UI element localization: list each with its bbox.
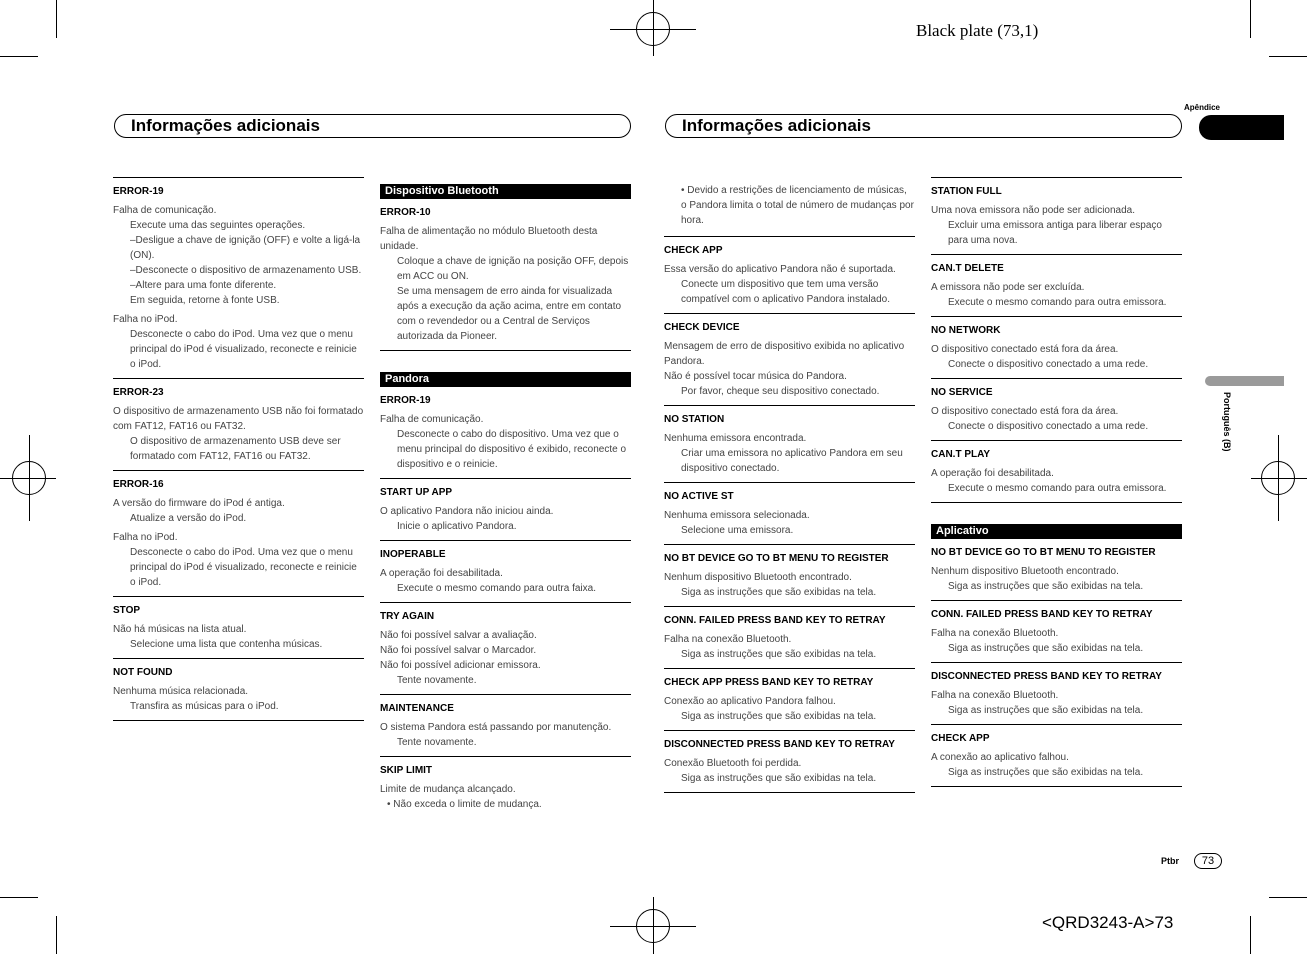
action-text: Siga as instruções que são exibidas na tela. xyxy=(681,773,877,784)
action-text: –Desconecte o dispositivo de armazenamento USB. xyxy=(130,265,362,276)
message-code: CHECK APP PRESS BAND KEY TO RETRAY xyxy=(664,677,874,688)
action-text: –Altere para uma fonte diferente. xyxy=(130,280,277,291)
message-code: START UP APP xyxy=(380,487,453,498)
message-entry xyxy=(664,544,915,606)
action-text: Siga as instruções que são exibidas na tela. xyxy=(948,767,1144,778)
action-text: Execute o mesmo comando para outra emissora. xyxy=(948,483,1167,494)
page-number: 73 xyxy=(1194,853,1222,869)
message-code: MAINTENANCE xyxy=(380,703,454,714)
cause-text: Falha de comunicação. xyxy=(113,205,217,216)
column-1 xyxy=(113,177,364,721)
cause-text: Falha na conexão Bluetooth. xyxy=(931,690,1059,701)
message-code: NO BT DEVICE GO TO BT MENU TO REGISTER xyxy=(664,553,889,564)
message-code: ERROR-19 xyxy=(113,186,164,197)
crop-mark xyxy=(1250,0,1251,38)
message-entry xyxy=(380,198,631,351)
cause-text: Essa versão do aplicativo Pandora não é suportada. xyxy=(664,264,896,275)
message-entry xyxy=(380,602,631,694)
column-3 xyxy=(664,183,915,793)
action-text: Siga as instruções que são exibidas na tela. xyxy=(948,581,1144,592)
column-4 xyxy=(931,177,1182,787)
cause-text: O dispositivo conectado está fora da área. xyxy=(931,344,1119,355)
crop-mark xyxy=(1269,897,1307,898)
action-text: Execute o mesmo comando para outra emissora. xyxy=(948,297,1167,308)
subsection-heading: Dispositivo Bluetooth xyxy=(380,184,631,198)
registration-mark xyxy=(1278,435,1279,521)
message-code: NO STATION xyxy=(664,414,725,425)
message-entry xyxy=(931,724,1182,787)
message-entry xyxy=(113,177,364,378)
action-text: Execute uma das seguintes operações. xyxy=(130,220,306,231)
page-title-right: Informações adicionais xyxy=(665,114,1182,138)
cause-text: Conexão Bluetooth foi perdida. xyxy=(664,758,802,769)
cause-text: Nenhuma emissora encontrada. xyxy=(664,433,807,444)
message-code: NO BT DEVICE GO TO BT MENU TO REGISTER xyxy=(931,547,1156,558)
cause-text: Nenhum dispositivo Bluetooth encontrado. xyxy=(931,566,1119,577)
crop-mark xyxy=(1250,916,1251,954)
message-entry xyxy=(113,378,364,470)
action-text: Selecione uma lista que contenha músicas. xyxy=(130,639,323,650)
cause-text: Não foi possível salvar a avaliação. xyxy=(380,630,537,641)
appendix-label: Apêndice xyxy=(1184,103,1221,112)
cause-text: Falha na conexão Bluetooth. xyxy=(931,628,1059,639)
message-entry xyxy=(380,478,631,540)
message-entry xyxy=(664,313,915,405)
message-code: NO SERVICE xyxy=(931,387,993,398)
cause-text: Nenhuma emissora selecionada. xyxy=(664,510,810,521)
cause-text: • Não exceda o limite de mudança. xyxy=(387,799,542,810)
registration-mark xyxy=(0,478,56,479)
message-entry xyxy=(113,596,364,658)
registration-mark xyxy=(1251,478,1307,479)
action-text: Conecte o dispositivo conectado a uma rede. xyxy=(948,359,1149,370)
message-entry xyxy=(113,470,364,596)
action-text: Siga as instruções que são exibidas na tela. xyxy=(681,587,877,598)
message-entry xyxy=(931,177,1182,254)
cause-text: Não é possível tocar música do Pandora. xyxy=(664,371,847,382)
cause-text: Limite de mudança alcançado. xyxy=(380,784,516,795)
cause-text: Conexão ao aplicativo Pandora falhou. xyxy=(664,696,836,707)
message-entry xyxy=(380,694,631,756)
action-text: Inicie o aplicativo Pandora. xyxy=(397,521,517,532)
language-tab xyxy=(1205,376,1284,386)
subsection-heading: Pandora xyxy=(380,372,631,386)
message-code: CHECK DEVICE xyxy=(664,322,740,333)
message-entry xyxy=(931,316,1182,378)
message-code: CAN.T DELETE xyxy=(931,263,1004,274)
message-entry xyxy=(380,386,631,478)
action-text: Siga as instruções que são exibidas na tela. xyxy=(948,705,1144,716)
action-text: Tente novamente. xyxy=(397,737,477,748)
crop-mark xyxy=(0,56,38,57)
crop-mark xyxy=(56,0,57,38)
cause-text: Falha no iPod. xyxy=(113,532,178,543)
cause-text: O dispositivo de armazenamento USB não foi formatado com FAT12, FAT16 ou FAT32. xyxy=(113,406,364,432)
action-text: –Desligue a chave de ignição (OFF) e volte a ligá-la (ON). xyxy=(130,235,361,261)
message-entry xyxy=(931,254,1182,316)
cause-text: Falha de alimentação no módulo Bluetooth desta unidade. xyxy=(380,226,598,252)
action-text: Tente novamente. xyxy=(397,675,477,686)
action-text: Execute o mesmo comando para outra faixa. xyxy=(397,583,596,594)
message-code: DISCONNECTED PRESS BAND KEY TO RETRAY xyxy=(931,671,1162,682)
section-tab xyxy=(1199,115,1284,140)
action-text: Selecione uma emissora. xyxy=(681,525,794,536)
message-code: STATION FULL xyxy=(931,186,1002,197)
cause-text: Mensagem de erro de dispositivo exibida no aplicativo Pandora. xyxy=(664,341,905,367)
intro-note: • Devido a restrições de licenciamento de músicas, o Pandora limita o total de número de mudanças por hora. xyxy=(681,185,914,226)
cause-text: Não foi possível adicionar emissora. xyxy=(380,660,541,671)
action-text: Se uma mensagem de erro ainda for visualizada após a execução da ação acima, entre em contato com o revendedor ou a Central de Serviços autorizada da Pioneer. xyxy=(397,286,622,342)
message-code: SKIP LIMIT xyxy=(380,765,433,776)
message-entry xyxy=(664,236,915,313)
cause-text: Falha na conexão Bluetooth. xyxy=(664,634,792,645)
message-entry xyxy=(664,482,915,544)
cause-text: A operação foi desabilitada. xyxy=(931,468,1054,479)
cause-text: A versão do firmware do iPod é antiga. xyxy=(113,498,285,509)
message-code: CAN.T PLAY xyxy=(931,449,991,460)
message-code: NO NETWORK xyxy=(931,325,1001,336)
language-label: Português (B) xyxy=(1222,392,1232,452)
message-code: CONN. FAILED PRESS BAND KEY TO RETRAY xyxy=(931,609,1153,620)
action-text: Desconecte o cabo do iPod. Uma vez que o menu principal do iPod é visualizado, reconecte e reinicie o iPod. xyxy=(130,329,357,370)
cause-text: Falha no iPod. xyxy=(113,314,178,325)
crop-mark xyxy=(0,897,38,898)
message-code: STOP xyxy=(113,605,141,616)
cause-text: O aplicativo Pandora não iniciou ainda. xyxy=(380,506,554,517)
cause-text: Nenhum dispositivo Bluetooth encontrado. xyxy=(664,572,852,583)
action-text: Desconecte o cabo do dispositivo. Uma vez que o menu principal do dispositivo é exibido, reconecte o dispositivo e o reinicie. xyxy=(397,429,627,470)
crop-mark xyxy=(56,916,57,954)
message-code: INOPERABLE xyxy=(380,549,446,560)
cause-text: O dispositivo conectado está fora da área. xyxy=(931,406,1119,417)
message-code: ERROR-10 xyxy=(380,207,431,218)
cause-text: Uma nova emissora não pode ser adicionada. xyxy=(931,205,1136,216)
message-code: ERROR-16 xyxy=(113,479,164,490)
action-text: Por favor, cheque seu dispositivo conectado. xyxy=(681,386,880,397)
cause-text: O sistema Pandora está passando por manutenção. xyxy=(380,722,612,733)
message-entry xyxy=(931,440,1182,503)
action-text: Siga as instruções que são exibidas na tela. xyxy=(681,649,877,660)
message-entry xyxy=(380,540,631,602)
message-entry xyxy=(931,662,1182,724)
message-code: ERROR-23 xyxy=(113,387,164,398)
document-code: <QRD3243-A>73 xyxy=(1042,913,1174,932)
cause-text: A operação foi desabilitada. xyxy=(380,568,503,579)
action-text: Conecte o dispositivo conectado a uma rede. xyxy=(948,421,1149,432)
message-entry xyxy=(664,606,915,668)
cause-text: Falha de comunicação. xyxy=(380,414,484,425)
message-entry xyxy=(664,668,915,730)
page-title-left: Informações adicionais xyxy=(114,114,631,138)
action-text: Siga as instruções que são exibidas na tela. xyxy=(948,643,1144,654)
action-text: Siga as instruções que são exibidas na tela. xyxy=(681,711,877,722)
cause-text: Não foi possível salvar o Marcador. xyxy=(380,645,537,656)
subsection-heading: Aplicativo xyxy=(931,524,1182,538)
message-code: NO ACTIVE ST xyxy=(664,491,734,502)
message-entry xyxy=(664,730,915,793)
action-text: Em seguida, retorne à fonte USB. xyxy=(130,295,280,306)
column-2 xyxy=(380,184,631,818)
message-entry xyxy=(931,600,1182,662)
message-entry xyxy=(931,378,1182,440)
cause-text: Não há músicas na lista atual. xyxy=(113,624,247,635)
registration-mark xyxy=(653,0,654,56)
action-text: Conecte um dispositivo que tem uma versão compatível com o aplicativo Pandora instalado. xyxy=(681,279,891,305)
action-text: Coloque a chave de ignição na posição OFF, depois em ACC ou ON. xyxy=(397,256,629,282)
message-code: TRY AGAIN xyxy=(380,611,435,622)
message-entry xyxy=(380,756,631,818)
cause-text: A emissora não pode ser excluída. xyxy=(931,282,1085,293)
message-entry xyxy=(113,658,364,721)
cause-text: A conexão ao aplicativo falhou. xyxy=(931,752,1069,763)
plate-label: Black plate (73,1) xyxy=(916,21,1039,40)
language-code: Ptbr xyxy=(1161,856,1179,866)
message-code: ERROR-19 xyxy=(380,395,431,406)
action-text: O dispositivo de armazenamento USB deve ser formatado com FAT12, FAT16 ou FAT32. xyxy=(130,436,341,462)
action-text: Transfira as músicas para o iPod. xyxy=(130,701,279,712)
message-code: CHECK APP xyxy=(664,245,723,256)
message-code: CHECK APP xyxy=(931,733,990,744)
registration-mark xyxy=(653,897,654,954)
cause-text: Nenhuma música relacionada. xyxy=(113,686,249,697)
action-text: Atualize a versão do iPod. xyxy=(130,513,247,524)
action-text: Criar uma emissora no aplicativo Pandora em seu dispositivo conectado. xyxy=(681,448,903,474)
action-text: Excluir uma emissora antiga para liberar espaço para uma nova. xyxy=(948,220,1162,246)
message-code: DISCONNECTED PRESS BAND KEY TO RETRAY xyxy=(664,739,895,750)
crop-mark xyxy=(1269,56,1307,57)
message-code: NOT FOUND xyxy=(113,667,173,678)
message-code: CONN. FAILED PRESS BAND KEY TO RETRAY xyxy=(664,615,886,626)
message-entry xyxy=(664,405,915,482)
registration-mark xyxy=(29,435,30,521)
action-text: Desconecte o cabo do iPod. Uma vez que o menu principal do iPod é visualizado, reconecte e reinicie o iPod. xyxy=(130,547,357,588)
message-entry xyxy=(931,538,1182,600)
